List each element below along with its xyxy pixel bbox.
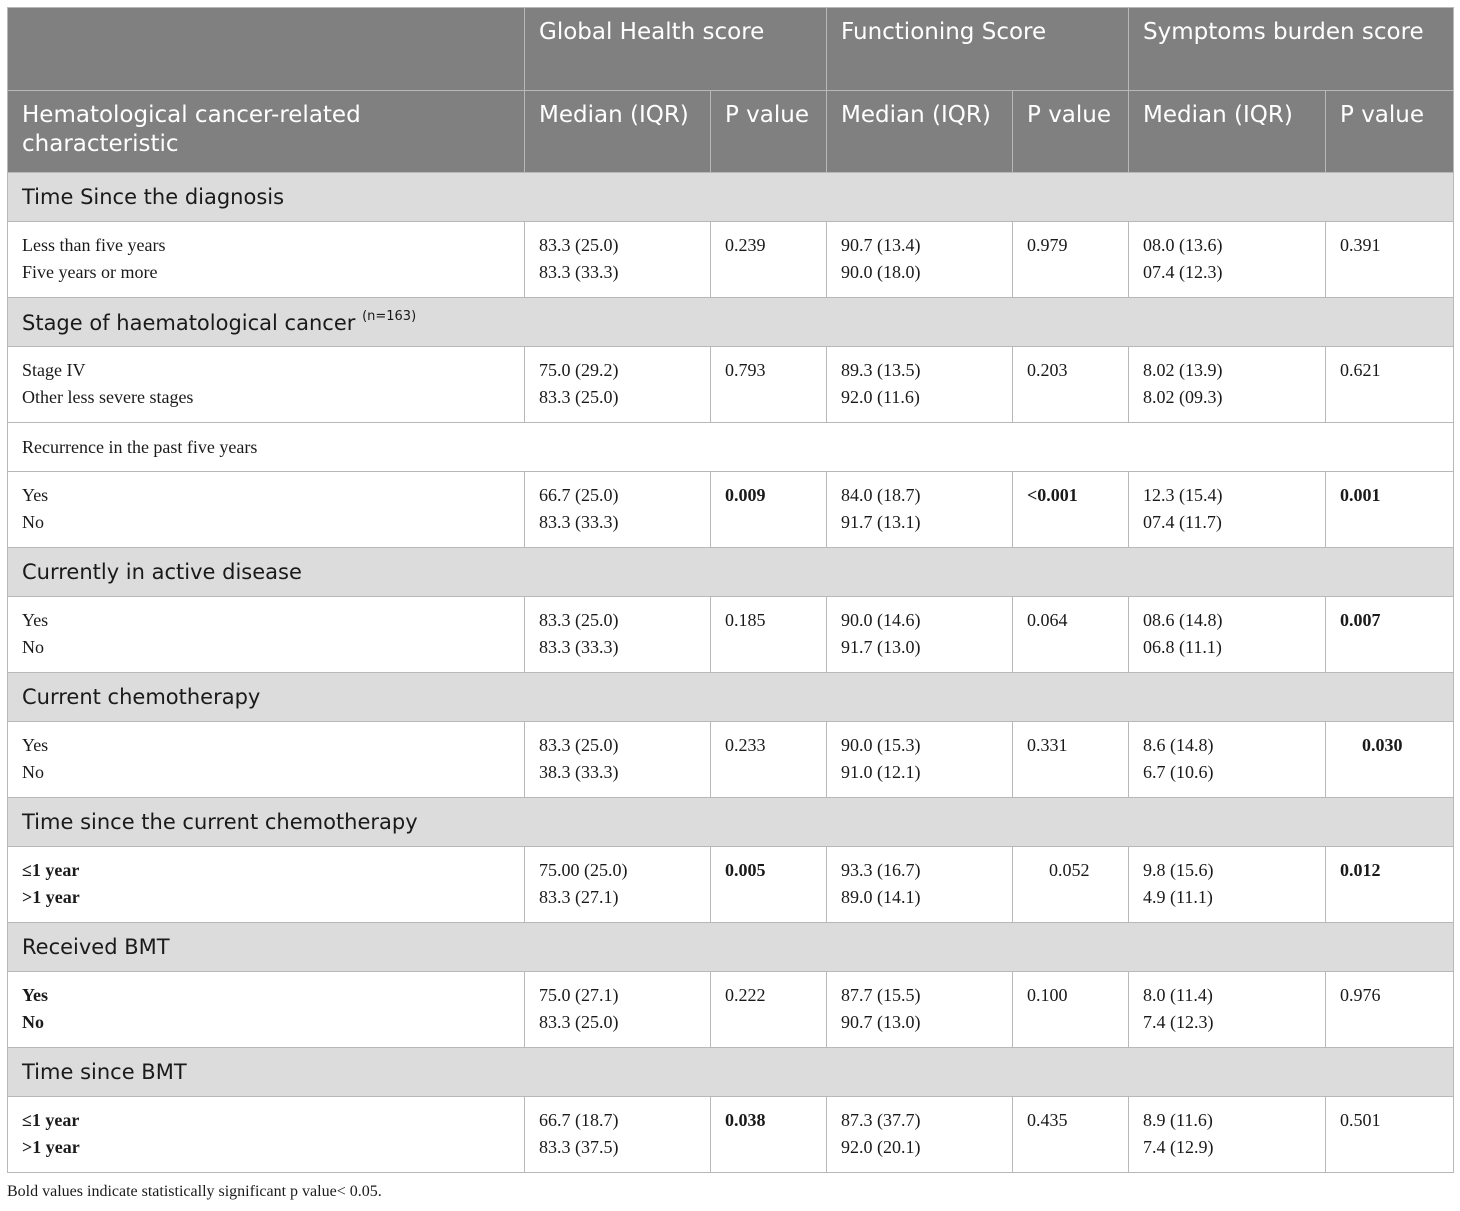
sb-p-cell: 0.012 — [1326, 847, 1454, 923]
section-row — [8, 923, 1454, 972]
fn-median-cell — [827, 222, 1013, 298]
table-footnote: Bold values indicate statistically significant p value< 0.05. — [7, 1183, 382, 1200]
fn-median-cell-line: 84.0 (18.7) — [841, 485, 921, 505]
table-row — [8, 847, 1454, 923]
section-row — [8, 423, 1454, 472]
table-row — [8, 722, 1454, 798]
fn-median-cell-line: 90.0 (14.6) — [841, 610, 921, 630]
row-label-line: Five years or more — [22, 262, 158, 282]
fn-median-cell-line: 91.7 (13.0) — [841, 637, 921, 657]
gh-median-cell — [525, 972, 711, 1048]
sb-p-cell: 0.621 — [1326, 347, 1454, 423]
section-row — [8, 548, 1454, 597]
fn-median-cell-line: 90.0 (18.0) — [841, 262, 921, 282]
fn-median-cell — [827, 722, 1013, 798]
header-fn-median: Median (IQR) — [827, 91, 1013, 173]
section-title-text: Stage of haematological cancer — [22, 311, 356, 335]
section-title-text: Recurrence in the past five years — [22, 436, 258, 457]
gh-median-cell-line: 75.00 (25.0) — [539, 860, 628, 880]
sb-median-cell — [1129, 1097, 1326, 1173]
gh-median-cell — [525, 722, 711, 798]
header-sb-median: Median (IQR) — [1129, 91, 1326, 173]
row-label-line: No — [22, 512, 44, 532]
gh-p-cell: 0.233 — [711, 722, 827, 798]
gh-p-cell: 0.009 — [711, 472, 827, 548]
section-title-text: Time since BMT — [22, 1060, 187, 1084]
section-title — [8, 1048, 1454, 1097]
fn-median-cell — [827, 847, 1013, 923]
fn-p-cell: 0.052 — [1013, 847, 1129, 923]
section-title — [8, 173, 1454, 222]
header-gh-p: P value — [711, 91, 827, 173]
sb-median-cell-line: 07.4 (12.3) — [1143, 262, 1223, 282]
header-empty-cell — [8, 8, 525, 91]
sb-median-cell-line: 8.02 (13.9) — [1143, 360, 1223, 380]
fn-median-cell-line: 89.0 (14.1) — [841, 887, 921, 907]
sb-median-cell — [1129, 347, 1326, 423]
header-global-health: Global Health score — [525, 8, 827, 91]
row-label — [8, 972, 525, 1048]
section-title — [8, 673, 1454, 722]
fn-median-cell-line: 90.7 (13.0) — [841, 1012, 921, 1032]
gh-median-cell — [525, 347, 711, 423]
row-label — [8, 347, 525, 423]
sb-median-cell — [1129, 222, 1326, 298]
gh-p-cell: 0.185 — [711, 597, 827, 673]
gh-median-cell-line: 83.3 (25.0) — [539, 610, 619, 630]
sb-median-cell — [1129, 847, 1326, 923]
gh-median-cell — [525, 472, 711, 548]
row-label — [8, 1097, 525, 1173]
gh-median-cell-line: 66.7 (18.7) — [539, 1110, 619, 1130]
sb-median-cell — [1129, 597, 1326, 673]
header-characteristic: Hematological cancer-related characteristic — [8, 91, 525, 173]
fn-median-cell-line: 93.3 (16.7) — [841, 860, 921, 880]
fn-p-cell: <0.001 — [1013, 472, 1129, 548]
section-title-text: Currently in active disease — [22, 560, 302, 584]
fn-p-cell: 0.979 — [1013, 222, 1129, 298]
section-title-text: Time Since the diagnosis — [22, 185, 285, 209]
sb-median-cell-line: 08.0 (13.6) — [1143, 235, 1223, 255]
fn-median-cell-line: 90.0 (15.3) — [841, 735, 921, 755]
section-superscript: (n=163) — [362, 309, 417, 324]
gh-p-cell: 0.005 — [711, 847, 827, 923]
table-header — [8, 8, 1454, 173]
section-row — [8, 298, 1454, 347]
table-row — [8, 972, 1454, 1048]
gh-median-cell-line: 83.3 (33.3) — [539, 637, 619, 657]
section-title-text: Time since the current chemotherapy — [22, 810, 418, 834]
section-row — [8, 798, 1454, 847]
sb-p-cell: 0.501 — [1326, 1097, 1454, 1173]
fn-p-cell: 0.203 — [1013, 347, 1129, 423]
gh-p-cell: 0.222 — [711, 972, 827, 1048]
sb-p-cell: 0.391 — [1326, 222, 1454, 298]
row-label-line: No — [22, 1012, 44, 1032]
fn-p-cell: 0.435 — [1013, 1097, 1129, 1173]
table-row — [8, 472, 1454, 548]
header-symptoms-burden: Symptoms burden score — [1129, 8, 1454, 91]
row-label-line: Other less severe stages — [22, 387, 194, 407]
section-row — [8, 673, 1454, 722]
gh-p-cell: 0.239 — [711, 222, 827, 298]
gh-p-cell: 0.038 — [711, 1097, 827, 1173]
gh-median-cell-line: 83.3 (27.1) — [539, 887, 619, 907]
sb-median-cell — [1129, 472, 1326, 548]
gh-median-cell-line: 83.3 (25.0) — [539, 1012, 619, 1032]
section-title — [8, 923, 1454, 972]
row-label — [8, 597, 525, 673]
sb-median-cell-line: 7.4 (12.3) — [1143, 1012, 1214, 1032]
row-label-line: Yes — [22, 985, 48, 1005]
gh-median-cell-line: 83.3 (25.0) — [539, 235, 619, 255]
gh-median-cell — [525, 847, 711, 923]
fn-median-cell — [827, 347, 1013, 423]
sb-median-cell-line: 8.02 (09.3) — [1143, 387, 1223, 407]
gh-median-cell-line: 66.7 (25.0) — [539, 485, 619, 505]
sb-median-cell-line: 8.9 (11.6) — [1143, 1110, 1213, 1130]
sb-median-cell-line: 8.0 (11.4) — [1143, 985, 1213, 1005]
fn-median-cell-line: 87.7 (15.5) — [841, 985, 921, 1005]
row-label-line: Yes — [22, 485, 49, 505]
sb-median-cell-line: 08.6 (14.8) — [1143, 610, 1223, 630]
sb-median-cell-line: 4.9 (11.1) — [1143, 887, 1213, 907]
table-row — [8, 1097, 1454, 1173]
sb-median-cell-line: 6.7 (10.6) — [1143, 762, 1214, 782]
fn-p-cell: 0.100 — [1013, 972, 1129, 1048]
section-row — [8, 173, 1454, 222]
section-title-text: Current chemotherapy — [22, 685, 261, 709]
row-label — [8, 722, 525, 798]
gh-median-cell-line: 83.3 (33.3) — [539, 262, 619, 282]
sb-median-cell-line: 12.3 (15.4) — [1143, 485, 1223, 505]
header-gh-median: Median (IQR) — [525, 91, 711, 173]
sb-p-cell: 0.007 — [1326, 597, 1454, 673]
sb-median-cell — [1129, 972, 1326, 1048]
row-label-line: Yes — [22, 735, 49, 755]
header-functioning: Functioning Score — [827, 8, 1129, 91]
row-label — [8, 847, 525, 923]
fn-median-cell-line: 90.7 (13.4) — [841, 235, 921, 255]
fn-median-cell — [827, 1097, 1013, 1173]
sb-median-cell — [1129, 722, 1326, 798]
table-body — [8, 173, 1454, 1173]
fn-median-cell-line: 91.0 (12.1) — [841, 762, 921, 782]
row-label-line: Yes — [22, 610, 49, 630]
sb-median-cell-line: 8.6 (14.8) — [1143, 735, 1214, 755]
table-row — [8, 347, 1454, 423]
sb-median-cell-line: 7.4 (12.9) — [1143, 1137, 1214, 1157]
section-row — [8, 1048, 1454, 1097]
fn-median-cell-line: 87.3 (37.7) — [841, 1110, 921, 1130]
gh-median-cell-line: 83.3 (25.0) — [539, 735, 619, 755]
header-fn-p: P value — [1013, 91, 1129, 173]
section-title — [8, 298, 1454, 347]
fn-median-cell — [827, 472, 1013, 548]
sb-median-cell-line: 06.8 (11.1) — [1143, 637, 1222, 657]
fn-median-cell — [827, 597, 1013, 673]
fn-median-cell-line: 92.0 (11.6) — [841, 387, 920, 407]
results-table — [7, 7, 1454, 1173]
row-label-line: Stage IV — [22, 360, 86, 380]
fn-median-cell-line: 92.0 (20.1) — [841, 1137, 921, 1157]
table-row — [8, 597, 1454, 673]
fn-median-cell-line: 89.3 (13.5) — [841, 360, 921, 380]
table-row — [8, 222, 1454, 298]
gh-median-cell — [525, 597, 711, 673]
gh-median-cell-line: 83.3 (25.0) — [539, 387, 619, 407]
row-label-line: No — [22, 637, 44, 657]
gh-median-cell-line: 83.3 (33.3) — [539, 512, 619, 532]
header-sb-p: P value — [1326, 91, 1454, 173]
sb-p-cell: 0.976 — [1326, 972, 1454, 1048]
section-title — [8, 548, 1454, 597]
section-title-text: Received BMT — [22, 935, 170, 959]
row-label-line: Less than five years — [22, 235, 166, 255]
gh-median-cell-line: 83.3 (37.5) — [539, 1137, 619, 1157]
sb-median-cell-line: 9.8 (15.6) — [1143, 860, 1214, 880]
fn-median-cell — [827, 972, 1013, 1048]
section-title — [8, 423, 1454, 472]
fn-median-cell-line: 91.7 (13.1) — [841, 512, 921, 532]
row-label-line: >1 year — [22, 887, 80, 907]
sb-p-cell: 0.030 — [1326, 722, 1454, 798]
row-label — [8, 472, 525, 548]
gh-median-cell — [525, 222, 711, 298]
row-label-line: ≤1 year — [22, 860, 80, 880]
fn-p-cell: 0.331 — [1013, 722, 1129, 798]
row-label-line: ≤1 year — [22, 1110, 80, 1130]
sb-p-cell: 0.001 — [1326, 472, 1454, 548]
gh-median-cell-line: 75.0 (27.1) — [539, 985, 619, 1005]
gh-median-cell — [525, 1097, 711, 1173]
gh-p-cell: 0.793 — [711, 347, 827, 423]
row-label-line: >1 year — [22, 1137, 80, 1157]
gh-median-cell-line: 75.0 (29.2) — [539, 360, 619, 380]
fn-p-cell: 0.064 — [1013, 597, 1129, 673]
row-label — [8, 222, 525, 298]
gh-median-cell-line: 38.3 (33.3) — [539, 762, 619, 782]
sb-median-cell-line: 07.4 (11.7) — [1143, 512, 1222, 532]
section-title — [8, 798, 1454, 847]
row-label-line: No — [22, 762, 44, 782]
